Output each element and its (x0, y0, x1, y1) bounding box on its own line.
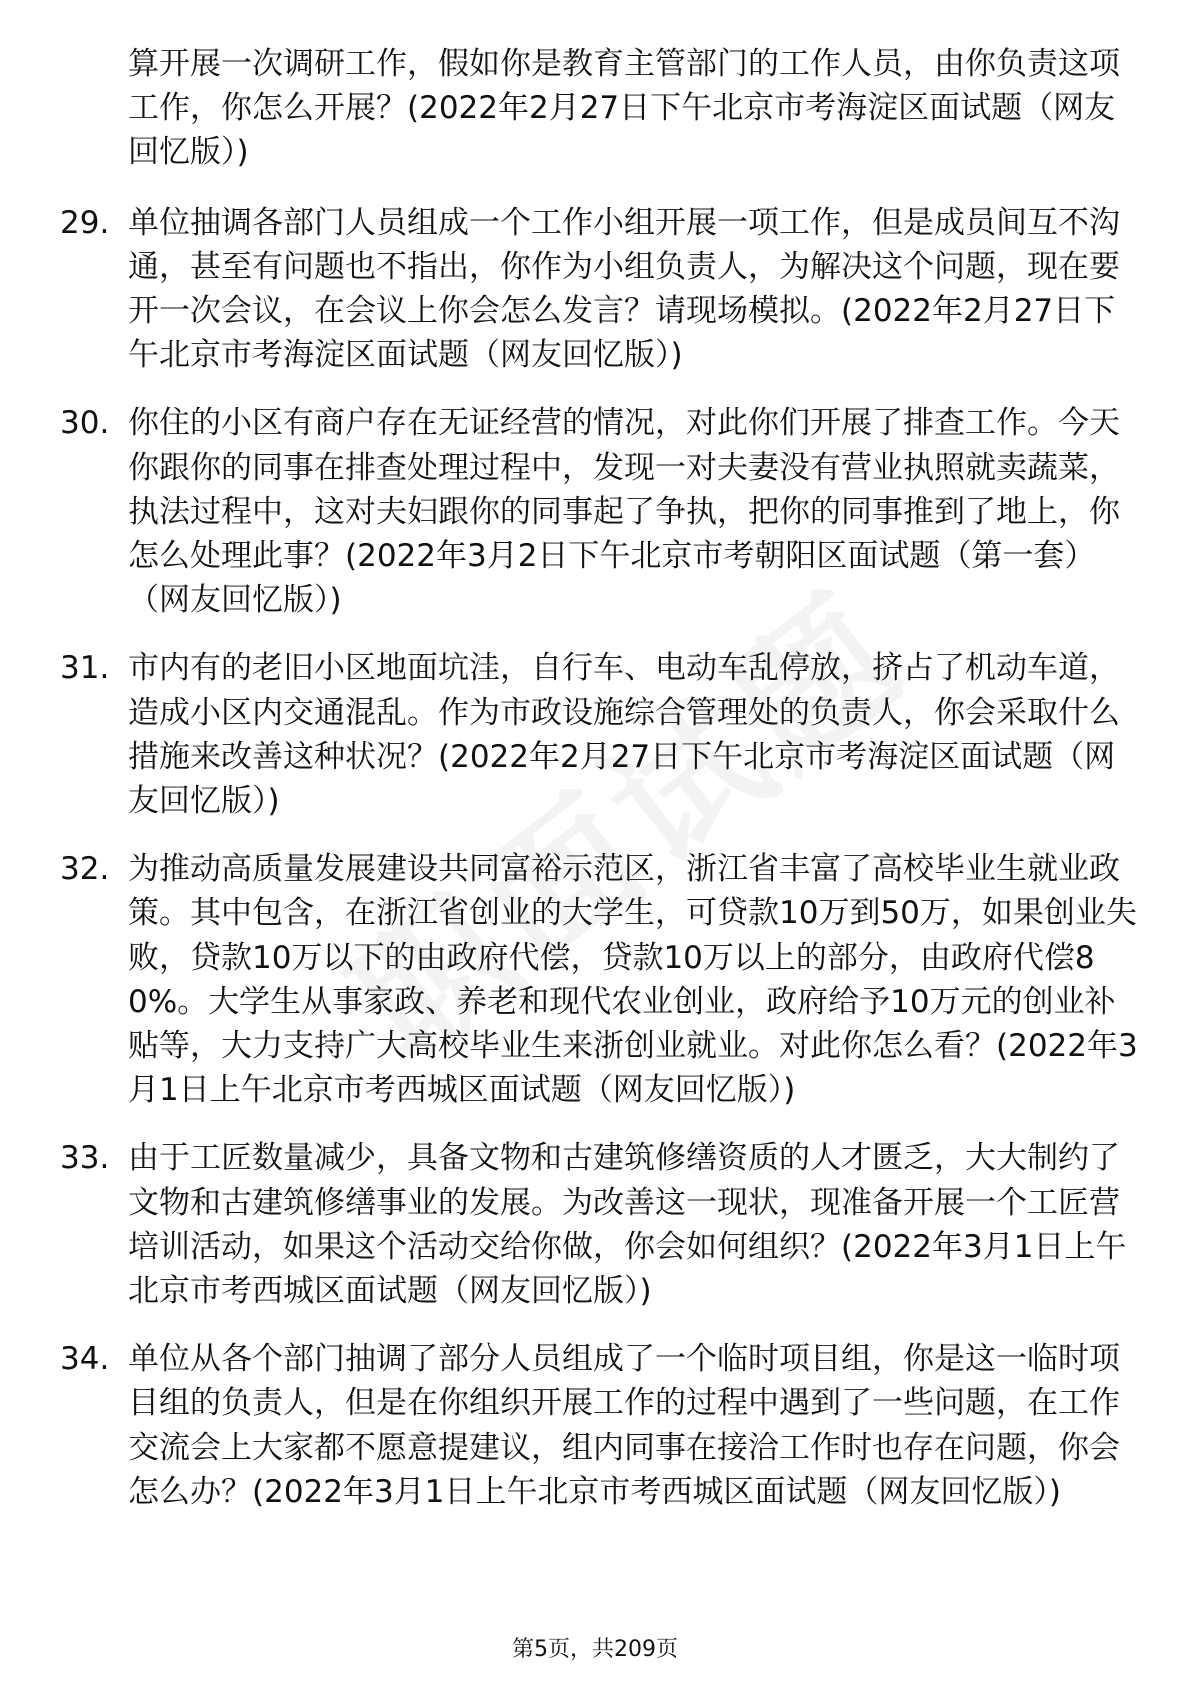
page-footer: 第5页，共209页 (512, 1637, 678, 1662)
question-item-29 (60, 201, 1140, 378)
question-number: 32. (60, 851, 110, 888)
question-text: 单位从各个部门抽调了部分人员组成了一个临时项目组，你是这一临时项目组的负责人，但是在你组织开展工作的过程中遇到了一些问题，在工作交流会上大家都不愿意提建议，组内同事在接洽工作时也存在问题，你会怎么办？(2022年3月1日上午北京市考西城区面试题（网友回忆版）) (128, 1341, 1120, 1510)
question-item-32 (60, 847, 1140, 1112)
question-number: 33. (60, 1140, 110, 1177)
question-number: 34. (60, 1341, 110, 1378)
question-number: 29. (60, 204, 110, 241)
question-number: 31. (60, 650, 110, 687)
question-text: 算开展一次调研工作，假如你是教育主管部门的工作人员，由你负责这项工作，你怎么开展？(2022年2月27日下午北京市考海淀区面试题（网友回忆版）) (128, 46, 1120, 171)
question-text: 市内有的老旧小区地面坑洼，自行车、电动车乱停放，挤占了机动车道，造成小区内交通混乱。作为市政设施综合管理处的负责人，你会采取什么措施来改善这种状况？(2022年2月27日下午北京市考海淀区面试题（网友回忆版）) (128, 650, 1120, 820)
question-text: 由于工匠数量减少，具备文物和古建筑修缮资质的人才匮乏，大大制约了文物和古建筑修缮事业的发展。为改善这一现状，现准备开展一个工匠营培训活动，如果这个活动交给你做，你会如何组织？(2022年3月1日上午北京市考西城区面试题（网友回忆版）) (128, 1140, 1127, 1310)
question-text: 你住的小区有商户存在无证经营的情况，对此你们开展了排查工作。今天你跟你的同事在排查处理过程中，发现一对夫妻没有营业执照就卖蔬菜，执法过程中，这对夫妇跟你的同事起了争执，把你的同事推到了地上，你怎么处理此事？(2022年3月2日下午北京市考朝阳区面试题（第一套）（网友回忆版）) (128, 405, 1120, 619)
question-item-34 (60, 1337, 1140, 1514)
question-item-33 (60, 1136, 1140, 1313)
question-item-31 (60, 646, 1140, 823)
question-item-30 (60, 401, 1140, 622)
question-number: 30. (60, 405, 110, 442)
question-item-continued (60, 42, 1140, 175)
question-text: 单位抽调各部门人员组成一个工作小组开展一项工作，但是成员间互不沟通，甚至有问题也不指出，你作为小组负责人，为解决这个问题，现在要开一次会议，在会议上你会怎么发言？请现场模拟。(2022年2月27日下午北京市考海淀区面试题（网友回忆版）) (128, 204, 1120, 374)
question-text: 为推动高质量发展建设共同富裕示范区，浙江省丰富了高校毕业生就业政策。其中包含，在浙江省创业的大学生，可贷款10万到50万，如果创业失败，贷款10万以下的由政府代偿，贷款10万以上的部分，由政府代偿80%。大学生从事家政、养老和现代农业创业，政府给予10万元的创业补贴等，大力支持广大高校毕业生来浙创业就业。对此你怎么看？(2022年3月1日上午北京市考西城区面试题（网友回忆版）) (128, 851, 1138, 1109)
question-list (60, 42, 1140, 1538)
